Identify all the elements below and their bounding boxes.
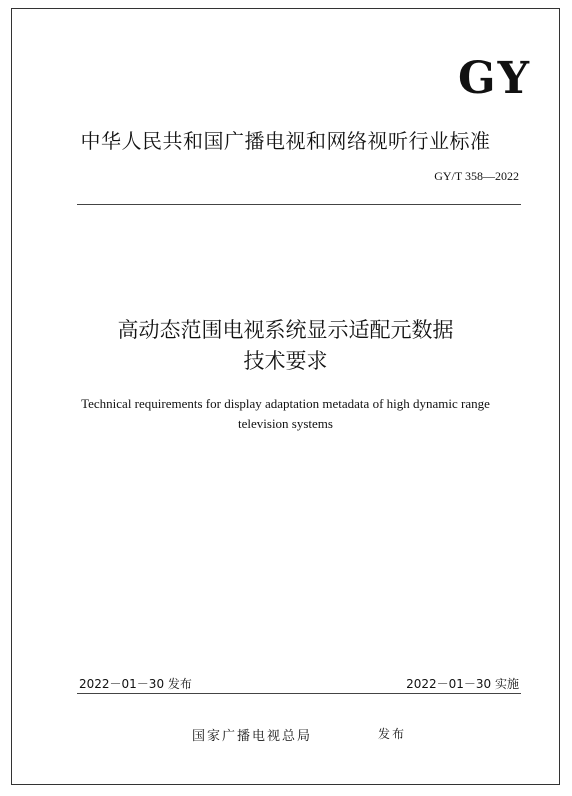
english-title-line1: Technical requirements for display adaptation metadata of high dynamic range (81, 396, 490, 411)
chinese-title (12, 315, 559, 377)
footer-divider (77, 693, 521, 694)
header-divider (77, 204, 521, 205)
standard-number: GY/T 358—2022 (434, 169, 519, 183)
implement-date: 2022－01－30 实施 (406, 677, 519, 691)
gy-logo: GY (458, 53, 531, 104)
chinese-title-line1: 高动态范围电视系统显示适配元数据 (117, 318, 454, 342)
issue-label: 发布 (378, 727, 407, 741)
english-title (52, 394, 519, 434)
publish-date: 2022－01－30 发布 (79, 677, 192, 691)
english-title-line2: television systems (238, 416, 333, 431)
issuer-name: 国家广播电视总局 (192, 729, 313, 744)
document-cover (11, 8, 560, 785)
chinese-title-line2: 技术要求 (243, 349, 328, 373)
organization-heading: 中华人民共和国广播电视和网络视听行业标准 (80, 129, 491, 153)
